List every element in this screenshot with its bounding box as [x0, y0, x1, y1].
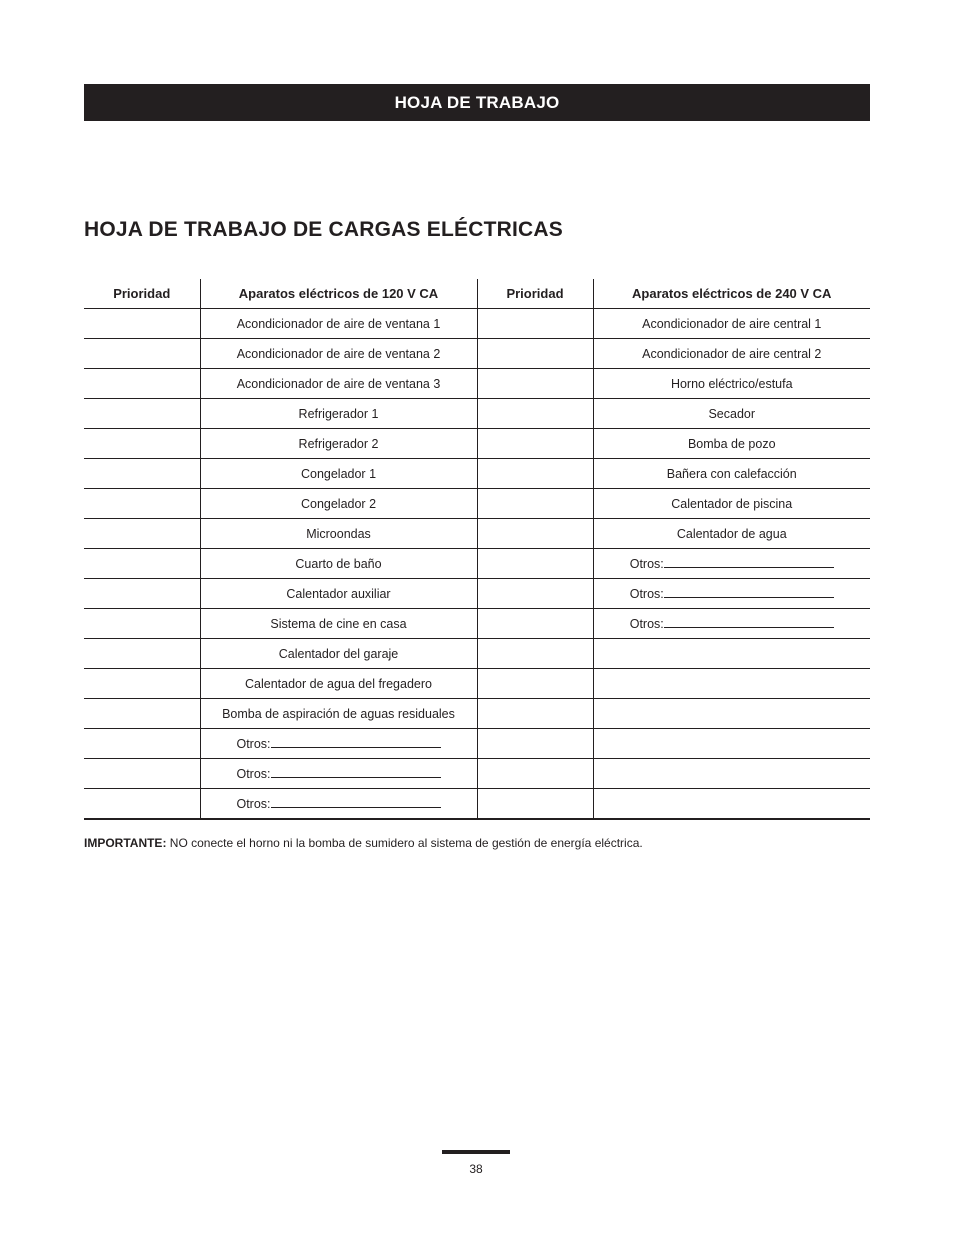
appliance-120-cell — [200, 309, 477, 339]
cell-text: Acondicionador de aire central 1 — [642, 316, 822, 331]
priority-120-cell[interactable] — [84, 579, 200, 609]
priority-120-cell[interactable] — [84, 309, 200, 339]
appliance-120-cell — [200, 699, 477, 729]
appliance-240-cell — [593, 699, 870, 729]
priority-240-cell[interactable] — [477, 399, 593, 429]
appliance-240-cell — [593, 639, 870, 669]
table-row — [84, 699, 870, 729]
priority-240-cell[interactable] — [477, 669, 593, 699]
priority-240-cell[interactable] — [477, 459, 593, 489]
cell-text: Horno eléctrico/estufa — [670, 376, 793, 391]
appliance-120-cell — [200, 339, 477, 369]
priority-120-cell[interactable] — [84, 369, 200, 399]
priority-120-cell[interactable] — [84, 549, 200, 579]
table-row — [84, 669, 870, 699]
cell-text: Cuarto de baño — [295, 556, 382, 571]
cell-text: Otros: — [629, 556, 664, 571]
appliance-120-cell — [200, 399, 477, 429]
priority-120-cell[interactable] — [84, 399, 200, 429]
priority-240-cell[interactable] — [477, 369, 593, 399]
column-header-priority-120: Prioridad — [84, 279, 200, 309]
priority-120-cell[interactable] — [84, 609, 200, 639]
cell-text: Bomba de pozo — [687, 436, 776, 451]
appliance-240-cell — [593, 369, 870, 399]
table-row — [84, 489, 870, 519]
table-row — [84, 579, 870, 609]
priority-120-cell[interactable] — [84, 699, 200, 729]
appliance-240-cell — [593, 459, 870, 489]
section-banner — [84, 84, 870, 121]
fill-in-line[interactable] — [271, 737, 441, 748]
table-body — [84, 309, 870, 820]
priority-240-cell[interactable] — [477, 549, 593, 579]
priority-120-cell[interactable] — [84, 429, 200, 459]
priority-240-cell[interactable] — [477, 309, 593, 339]
priority-120-cell[interactable] — [84, 669, 200, 699]
cell-text: Acondicionador de aire de ventana 2 — [236, 346, 441, 361]
appliance-120-cell — [200, 429, 477, 459]
appliance-120-cell — [200, 789, 477, 820]
appliance-120-cell — [200, 669, 477, 699]
cell-text: Calentador de agua — [676, 526, 787, 541]
cell-text: Calentador del garaje — [278, 646, 399, 661]
appliance-120-cell — [200, 459, 477, 489]
table-row — [84, 519, 870, 549]
cell-text: Otros: — [236, 736, 271, 751]
important-note-label: IMPORTANTE: — [84, 836, 167, 850]
fill-in-line[interactable] — [271, 767, 441, 778]
cell-text: Acondicionador de aire de ventana 1 — [236, 316, 441, 331]
appliance-240-cell — [593, 759, 870, 789]
table-row — [84, 729, 870, 759]
priority-240-cell[interactable] — [477, 579, 593, 609]
priority-120-cell[interactable] — [84, 789, 200, 820]
cell-text: Acondicionador de aire de ventana 3 — [236, 376, 441, 391]
cell-text: Refrigerador 1 — [298, 406, 379, 421]
priority-240-cell[interactable] — [477, 609, 593, 639]
priority-240-cell[interactable] — [477, 519, 593, 549]
electrical-loads-table — [84, 279, 870, 820]
appliance-240-cell — [593, 489, 870, 519]
cell-text: Bañera con calefacción — [666, 466, 797, 481]
table-row — [84, 609, 870, 639]
priority-240-cell[interactable] — [477, 489, 593, 519]
appliance-240-cell — [593, 519, 870, 549]
cell-text: Otros: — [236, 796, 271, 811]
table-row — [84, 459, 870, 489]
table-row — [84, 309, 870, 339]
table-row — [84, 639, 870, 669]
appliance-240-cell — [593, 309, 870, 339]
appliance-120-cell — [200, 729, 477, 759]
appliance-240-cell — [593, 669, 870, 699]
fill-in-line[interactable] — [664, 557, 834, 568]
important-note — [84, 836, 643, 850]
cell-text: Bomba de aspiración de aguas residuales — [222, 706, 455, 721]
priority-120-cell[interactable] — [84, 519, 200, 549]
important-note-text: NO conecte el horno ni la bomba de sumidero al sistema de gestión de energía eléctrica. — [166, 836, 643, 850]
appliance-120-cell — [200, 609, 477, 639]
appliance-240-cell — [593, 579, 870, 609]
priority-120-cell[interactable] — [84, 489, 200, 519]
table-header-row — [84, 279, 870, 309]
priority-120-cell[interactable] — [84, 729, 200, 759]
cell-text: Calentador auxiliar — [286, 586, 391, 601]
appliance-240-cell — [593, 549, 870, 579]
fill-in-line[interactable] — [271, 797, 441, 808]
priority-120-cell[interactable] — [84, 759, 200, 789]
cell-text: Refrigerador 2 — [298, 436, 379, 451]
cell-text: Otros: — [629, 586, 664, 601]
cell-text: Congelador 1 — [300, 466, 377, 481]
table-row — [84, 339, 870, 369]
table-row — [84, 399, 870, 429]
cell-text: Secador — [708, 406, 756, 421]
appliance-120-cell — [200, 489, 477, 519]
column-header-appliances-240: Aparatos eléctricos de 240 V CA — [632, 286, 832, 301]
appliance-240-cell — [593, 609, 870, 639]
cell-text: Otros: — [629, 616, 664, 631]
priority-240-cell[interactable] — [477, 639, 593, 669]
appliance-120-cell — [200, 759, 477, 789]
cell-text: Acondicionador de aire central 2 — [642, 346, 822, 361]
appliance-120-cell — [200, 549, 477, 579]
appliance-120-cell — [200, 579, 477, 609]
appliance-120-cell — [200, 639, 477, 669]
column-header-priority-240: Prioridad — [477, 279, 593, 309]
appliance-240-cell — [593, 339, 870, 369]
appliance-240-cell — [593, 789, 870, 820]
priority-240-cell[interactable] — [477, 729, 593, 759]
table-row — [84, 759, 870, 789]
appliance-120-cell — [200, 519, 477, 549]
appliance-240-cell — [593, 429, 870, 459]
priority-120-cell[interactable] — [84, 639, 200, 669]
priority-120-cell[interactable] — [84, 339, 200, 369]
priority-240-cell[interactable] — [477, 339, 593, 369]
cell-text: Calentador de piscina — [671, 496, 793, 511]
cell-text: Microondas — [306, 526, 371, 541]
priority-240-cell[interactable] — [477, 429, 593, 459]
appliance-240-cell — [593, 399, 870, 429]
appliance-120-cell — [200, 369, 477, 399]
fill-in-line[interactable] — [664, 587, 834, 598]
page-title: HOJA DE TRABAJO DE CARGAS ELÉCTRICAS — [84, 218, 563, 241]
priority-240-cell[interactable] — [477, 699, 593, 729]
column-header-appliances-120: Aparatos eléctricos de 120 V CA — [200, 279, 477, 309]
section-banner-label: HOJA DE TRABAJO — [394, 92, 560, 112]
table-row — [84, 789, 870, 820]
table-row — [84, 429, 870, 459]
priority-120-cell[interactable] — [84, 459, 200, 489]
table-row — [84, 369, 870, 399]
fill-in-line[interactable] — [664, 617, 834, 628]
cell-text: Calentador de agua del fregadero — [245, 676, 432, 691]
cell-text: Congelador 2 — [300, 496, 377, 511]
table-row — [84, 549, 870, 579]
page-number-marker — [442, 1150, 510, 1154]
cell-text: Sistema de cine en casa — [270, 616, 407, 631]
priority-240-cell[interactable] — [477, 789, 593, 820]
appliance-240-cell — [593, 729, 870, 759]
page-number: 38 — [469, 1162, 483, 1176]
priority-240-cell[interactable] — [477, 759, 593, 789]
cell-text: Otros: — [236, 766, 271, 781]
